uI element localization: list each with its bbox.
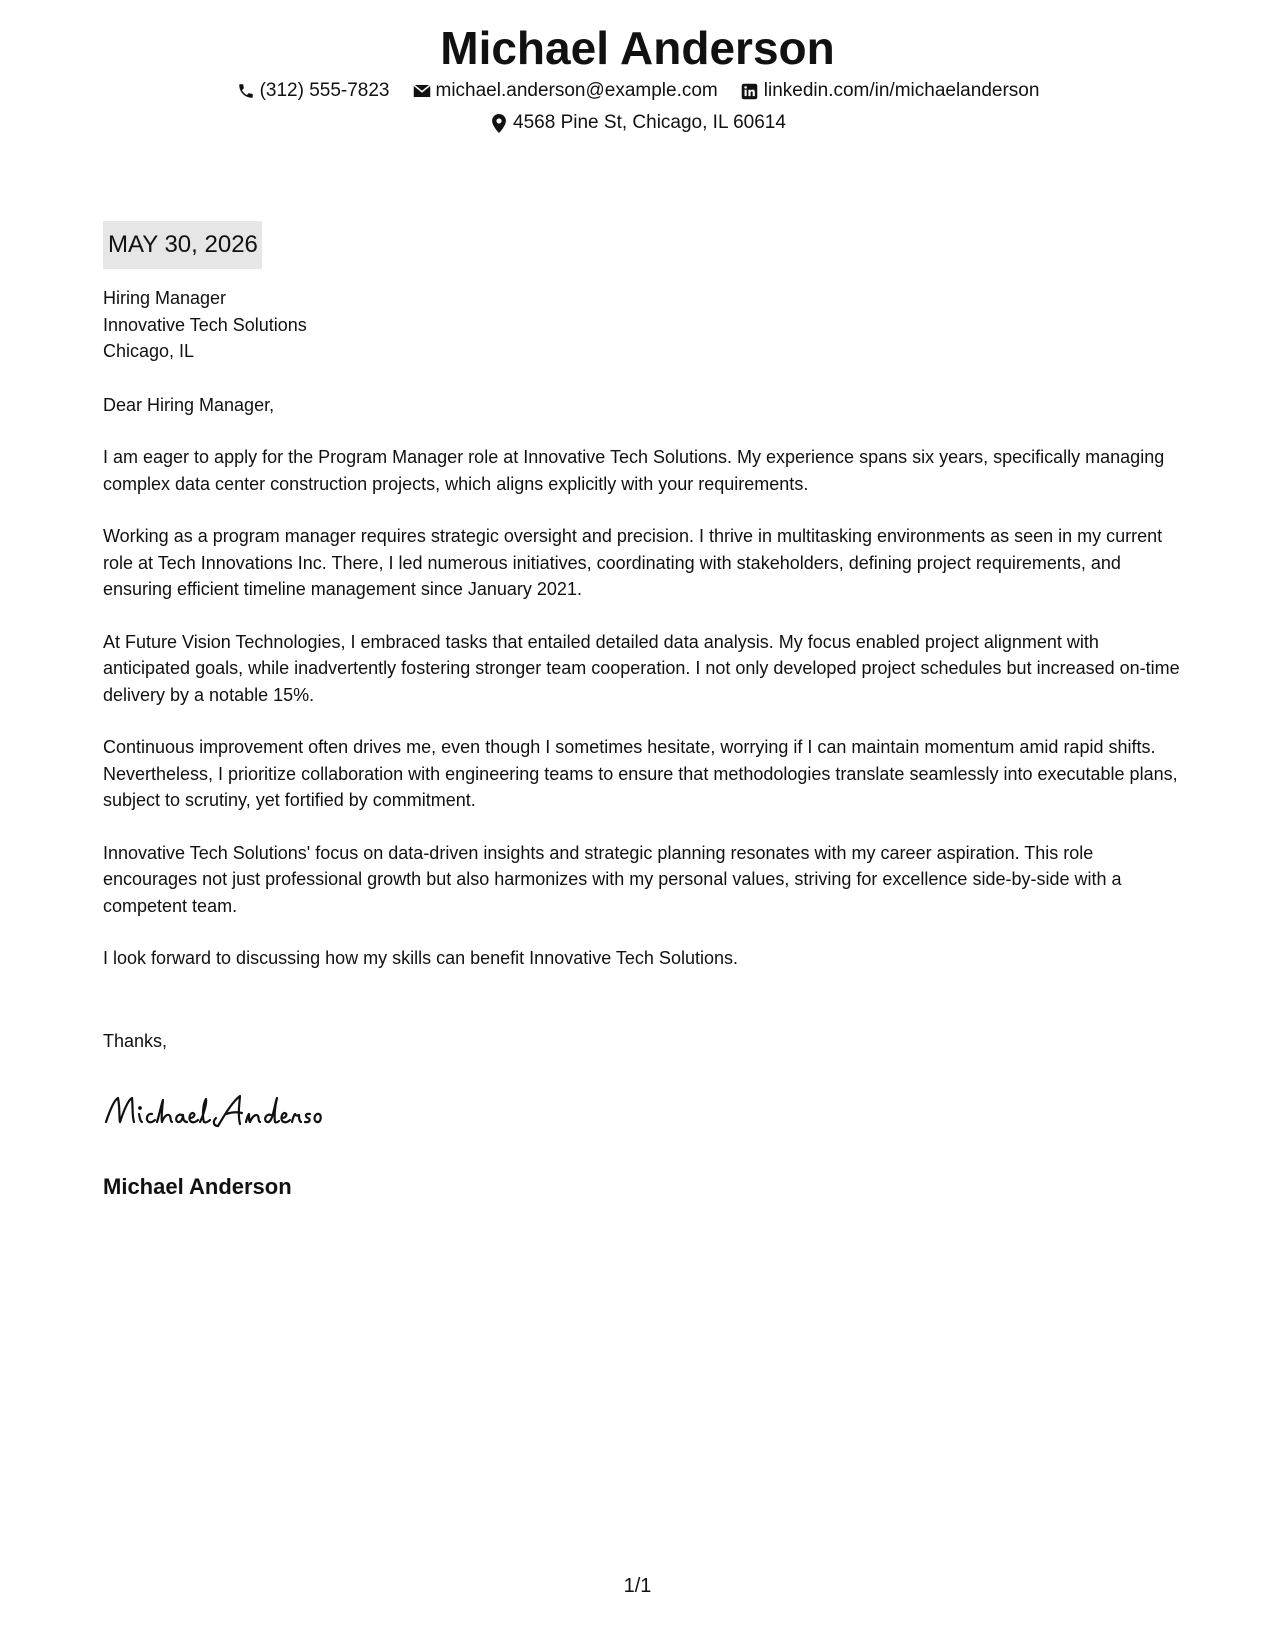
contact-phone	[236, 76, 390, 106]
body-paragraph: Innovative Tech Solutions' focus on data-driven insights and strategic planning resonates with my career aspiration. This role encourages not just professional growth but also harmonizes with my personal values, striving for excellence side-by-side with a competent team.	[103, 842, 1122, 916]
contact-email[interactable]	[412, 76, 718, 106]
letter-date: MAY 30, 2026	[103, 221, 262, 269]
linkedin-icon	[740, 81, 760, 101]
recipient-block	[103, 285, 1183, 365]
signed-name: Michael Anderson	[103, 1174, 292, 1199]
contact-linkedin[interactable]	[740, 76, 1040, 106]
contact-row-secondary	[0, 108, 1275, 138]
address-text: 4568 Pine St, Chicago, IL 60614	[513, 112, 786, 133]
body-paragraph: Continuous improvement often drives me, even though I sometimes hesitate, worrying if I can maintain momentum amid rapid shifts. Nevertheless, I prioritize collaboration with engineering teams to ensure that methodologies translate seamlessly into executable plans, subject to scrutiny, yet fortified by commitment.	[103, 737, 1178, 810]
linkedin-url[interactable]: linkedin.com/in/michaelanderson	[763, 80, 1040, 101]
body-paragraph: I look forward to discussing how my skills can benefit Innovative Tech Solutions.	[103, 948, 738, 968]
phone-icon	[236, 81, 256, 101]
phone-number: (312) 555-7823	[259, 80, 390, 101]
envelope-icon	[412, 81, 432, 101]
email-address[interactable]: michael.anderson@example.com	[435, 80, 718, 101]
letter-body	[103, 285, 1183, 998]
body-paragraph: Working as a program manager requires strategic oversight and precision. I thrive in multitasking environments as seen in my current role at Tech Innovations Inc. There, I led numerous initiatives, coordinating with stakeholders, defining project requirements, and ensuring efficient timeline management since January 2021.	[103, 526, 1163, 599]
recipient-company: Innovative Tech Solutions	[103, 314, 307, 335]
salutation: Dear Hiring Manager,	[103, 394, 275, 415]
map-pin-icon	[489, 113, 509, 133]
closing-line: Thanks,	[103, 1031, 168, 1051]
body-paragraph: I am eager to apply for the Program Manager role at Innovative Tech Solutions. My experience spans six years, specifically managing complex data center construction projects, which aligns explicitly with your requirements.	[103, 447, 1165, 494]
letter-header	[0, 20, 1275, 138]
handwritten-signature	[100, 1088, 370, 1136]
contact-row-primary	[0, 76, 1275, 106]
contact-address	[489, 108, 786, 138]
page-number: 1/1	[623, 1575, 652, 1597]
recipient-location: Chicago, IL	[103, 341, 195, 361]
recipient-title: Hiring Manager	[103, 288, 227, 308]
applicant-name: Michael Anderson	[440, 22, 835, 74]
body-paragraph: At Future Vision Technologies, I embraced tasks that entailed detailed data analysis. My focus enabled project alignment with anticipated goals, while inadvertently fostering stronger team cooperation. I not only developed project schedules but increased on-time delivery by a notable 15%.	[103, 631, 1180, 705]
